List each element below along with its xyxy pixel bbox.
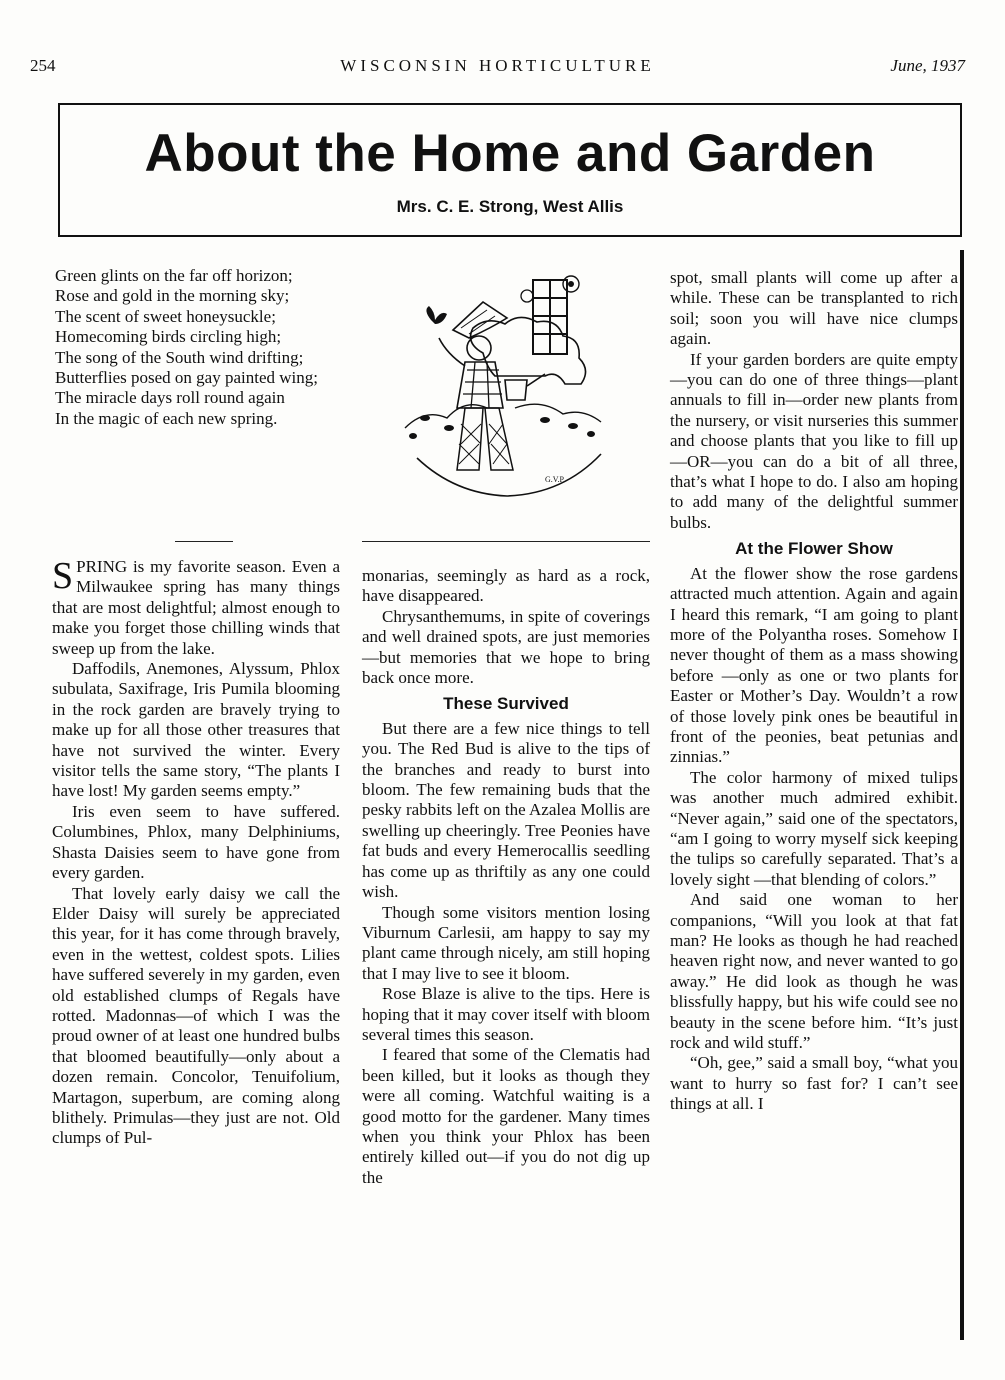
- paragraph: I feared that some of the Clematis had been killed, but it looks as though they were all coming. Watchful waiting is a good motto for the gardener. Many times when you think your Phlox has been entirely killed out—if you do not dig up the: [362, 1045, 650, 1187]
- paragraph: Chrysanthemums, in spite of coverings and well drained spots, are just memories—but memories that we hope to bring back once more.: [362, 606, 650, 688]
- paragraph: spot, small plants will come up after a while. These can be transplanted to rich soil; soon you will have nice clumps again.: [670, 268, 958, 349]
- page-number: 254: [30, 56, 56, 75]
- poem-line: In the magic of each new spring.: [55, 408, 278, 428]
- paragraph: At the flower show the rose gardens attracted much attention. Again and again I heard this remark, “I am going to plant more of the Polyantha roses. Somehow I never thought of them as a mass showing before —only as one or two plants for Easter or Mother’s Day. Wouldn’t a row of those lovely pink ones be beautiful in front of the peonies, beat petunias and zinnias.”: [670, 563, 958, 767]
- paragraph: Though some visitors mention losing Viburnum Carlesii, am happy to say my plant came through nicely, am still hoping that I may live to see it bloom.: [362, 902, 650, 983]
- paragraph: Iris even seem to have suffered. Columbines, Phlox, many Delphiniums, Shasta Daisies seem to have gone from every garden.: [52, 801, 340, 883]
- page-edge-bar: [960, 250, 964, 1340]
- poem-line: Homecoming birds circling high;: [55, 327, 282, 347]
- article-byline: Mrs. C. E. Strong, West Allis: [396, 197, 624, 216]
- article-column-2: [362, 566, 650, 1188]
- paragraph: And said one woman to her companions, “Will you look at that fat man? He looks as though he had reached heaven right now, and never wanted to go away.” He did look as though he was blissfully happy, but his wife could see no beauty in the scene before him. “It’s just rock and wild stuff.”: [670, 890, 958, 1053]
- title-box-rule: [58, 235, 962, 237]
- poem-line: The scent of sweet honeysuckle;: [55, 306, 276, 326]
- poem-line: Green glints on the far off horizon;: [55, 266, 293, 285]
- paragraph: If your garden borders are quite empty—you can do one of three things—plant annuals to fill in—order new plants from the nursery, or visit nurseries this summer and choose plants that you like to fill up—OR—you can do a bit of all three, that’s what I hope to do. I also am hoping to add many of the delightful summer bulbs.: [670, 349, 958, 532]
- section-heading: At the Flower Show: [735, 539, 893, 559]
- title-box: [58, 103, 962, 237]
- article-column-3: [670, 268, 958, 1115]
- paragraph: monarias, seemingly as hard as a rock, have disappeared.: [362, 566, 650, 606]
- paragraph: The color harmony of mixed tulips was another much admired exhibit. “Never again,” said one of the spectators, “am I going to worry myself sick keeping the tulips so carefully separated. That’s a lovely sight —that blending of colors.”: [670, 767, 958, 889]
- article-column-1: [52, 557, 340, 1149]
- poem: [55, 266, 347, 429]
- poem-divider: [175, 541, 233, 542]
- issue-date: June, 1937: [890, 56, 965, 75]
- garden-illustration: [395, 258, 623, 513]
- journal-title: WISCONSIN HORTICULTURE: [340, 56, 655, 75]
- center-column-rule: [362, 541, 650, 542]
- paragraph: That lovely early daisy we call the Elder Daisy will surely be appreciated this year, for it has come through bravely, even in the wettest, coldest spots. Lilies have suffered severely in my garden, even old established clumps of Regals have rotted. Madonnas—of which I was the proud owner of at least one hundred bulbs that bloomed beautifully—only about a dozen remain. Concolor, Tenuifolium, Martagon, superbum, are coming along blithely. Primulas—they just are not. Old clumps of Pul-: [52, 883, 340, 1148]
- poem-line: Rose and gold in the morning sky;: [55, 286, 290, 306]
- paragraph: “Oh, gee,” said a small boy, “what you want to hurry so fast for? I can’t see things at all. I: [670, 1053, 958, 1114]
- poem-line: Butterflies posed on gay painted wing;: [55, 368, 318, 388]
- illustration-signature: G.V.P.: [545, 475, 566, 484]
- paragraph: But there are a few nice things to tell you. The Red Bud is alive to the tips of the branches and ready to burst into bloom. The few remaining buds that the pesky rabbits left on the Azalea Mollis are swelling up cheeringly. Tree Peonies have fat buds and every Hemerocallis seedling has come up as thriftily as any one could wish.: [362, 718, 650, 902]
- article-title: About the Home and Garden: [144, 124, 876, 183]
- paragraph: Rose Blaze is alive to the tips. Here is hoping that it may cover itself with bloom several times this season.: [362, 984, 650, 1044]
- paragraph: Daffodils, Anemones, Alyssum, Phlox subulata, Saxifrage, Iris Pumila blooming in the rock garden are bravely trying to make up for all those other treasures that have not survived the winter. Every visitor tells the same story, “The plants I have lost! My garden seems empty.”: [52, 659, 340, 801]
- poem-line: The miracle days roll round again: [55, 388, 285, 408]
- drop-cap: S: [52, 555, 74, 597]
- poem-line: The song of the South wind drifting;: [55, 347, 304, 367]
- running-head: [30, 56, 965, 82]
- paragraph: SPRING is my favorite season. Even a Milwaukee spring has many things that are most delightful; almost enough to make you forget those chilling winds that sweep up from the lake.: [52, 555, 340, 658]
- section-heading: These Survived: [443, 694, 569, 714]
